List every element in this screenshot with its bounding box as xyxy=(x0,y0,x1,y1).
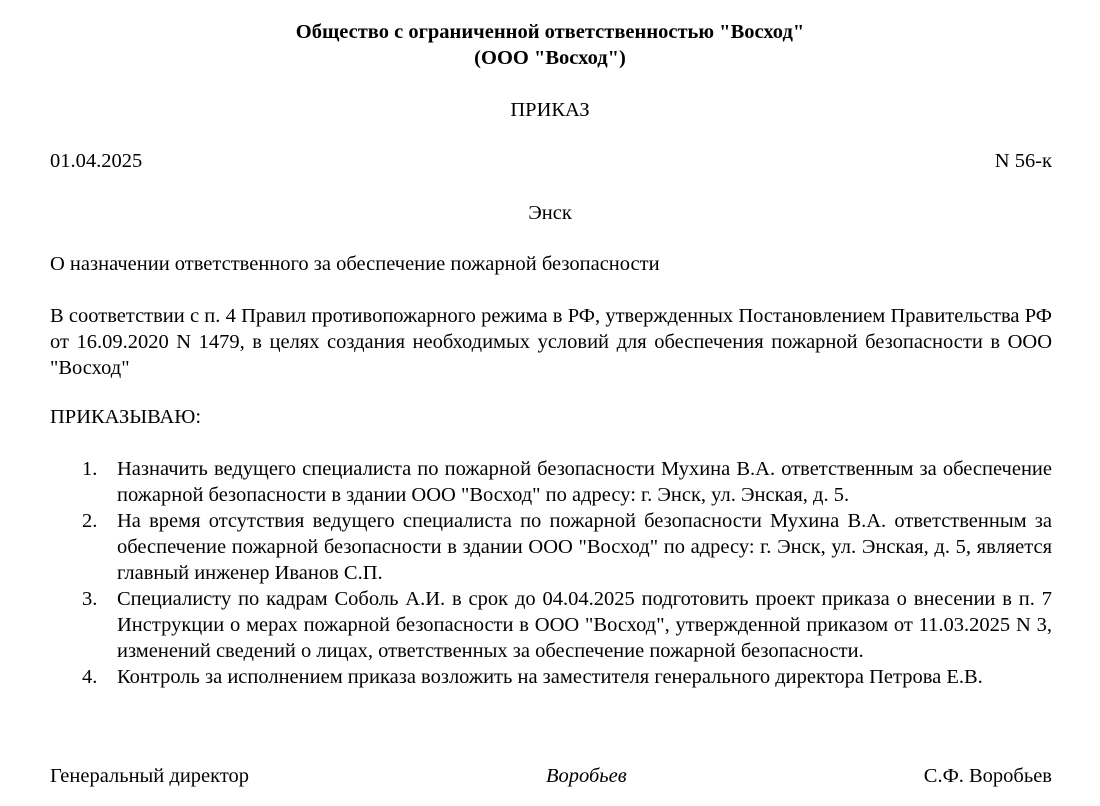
order-item-text: Контроль за исполнением приказа возложить на заместителя генерального директора Петрова Е.В. xyxy=(117,666,983,688)
document-date: 01.04.2025 xyxy=(50,150,143,172)
organization-full-name: Общество с ограниченной ответственностью "Восход" xyxy=(295,21,805,43)
order-item xyxy=(50,508,1052,586)
organization-short-name: (ООО "Восход") xyxy=(474,47,626,69)
order-item xyxy=(50,664,1052,690)
order-word: ПРИКАЗЫВАЮ: xyxy=(50,406,202,428)
document-city: Энск xyxy=(528,202,572,224)
document-subject: О назначении ответственного за обеспечение пожарной безопасности xyxy=(50,253,660,275)
order-item-number: 2. xyxy=(82,510,98,532)
order-items-list xyxy=(50,456,1052,690)
order-item-text: Специалисту по кадрам Соболь А.И. в срок до 04.04.2025 подготовить проект приказа о внесении в п. 7 Инструкции о мерах пожарной безопасности в ООО "Восход", утвержденной приказом от 11.03.2025 N 3, изменений сведений о лицах, ответственных за обеспечение пожарной безопасности. xyxy=(117,588,1052,662)
order-item xyxy=(50,586,1052,664)
order-item-text: Назначить ведущего специалиста по пожарной безопасности Мухина В.А. ответственным за обеспечение пожарной безопасности в здании ООО "Восход" по адресу: г. Энск, ул. Энская, д. 5. xyxy=(117,458,1052,506)
order-item-text: На время отсутствия ведущего специалиста по пожарной безопасности Мухина В.А. ответственным за обеспечение пожарной безопасности в здании ООО "Восход" по адресу: г. Энск, ул. Энская, д. 5, является главный инженер Иванов С.П. xyxy=(117,510,1052,584)
signatory-name: С.Ф. Воробьев xyxy=(923,765,1052,787)
document-number: N 56-к xyxy=(994,150,1052,172)
order-item-number: 1. xyxy=(82,458,98,480)
handwritten-signature: Воробьев xyxy=(546,765,627,787)
preamble-paragraph: В соответствии с п. 4 Правил противопожарного режима в РФ, утвержденных Постановлением Правительства РФ от 16.09.2020 N 1479, в целях создания необходимых условий для обеспечения пожарной безопасности в ООО "Восход" xyxy=(50,305,1052,379)
order-item xyxy=(50,456,1052,508)
signatory-position: Генеральный директор xyxy=(50,765,250,787)
order-item-number: 4. xyxy=(82,666,98,688)
document-type: ПРИКАЗ xyxy=(510,99,590,121)
order-item-number: 3. xyxy=(82,588,98,610)
